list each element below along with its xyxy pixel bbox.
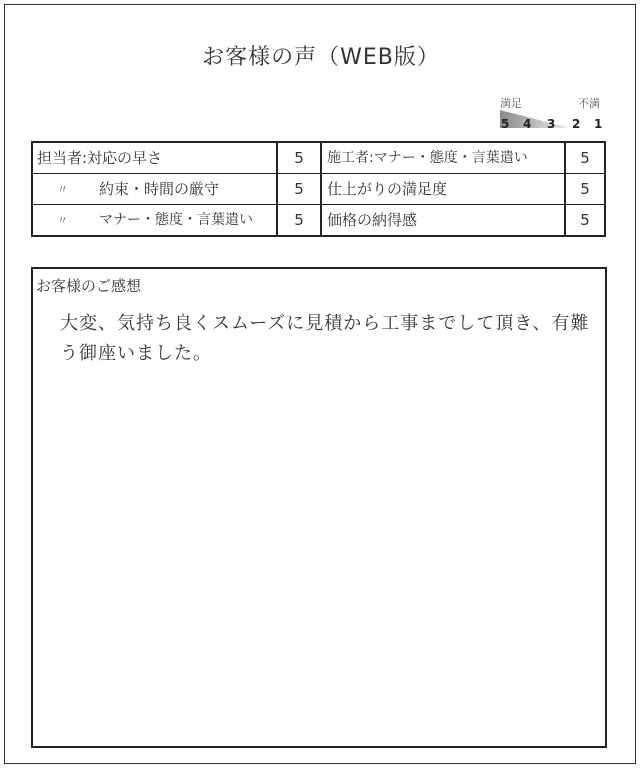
- comment-label: お客様のご感想: [36, 277, 142, 295]
- rating-score: 5: [580, 211, 590, 229]
- rating-score: 5: [294, 211, 304, 229]
- rating-score: 5: [294, 149, 304, 167]
- scale-number-3: 3: [547, 117, 556, 131]
- rating-label: 約束・時間の厳守: [99, 180, 220, 198]
- scale-satisfied-label: 満足: [500, 97, 522, 110]
- comment-box: [31, 267, 607, 748]
- scale-number-1: 1: [594, 117, 603, 131]
- scale-gradient-wedge: [500, 110, 570, 130]
- rating-label: マナー・態度・言葉遣い: [99, 212, 253, 228]
- rating-label: 価格の納得感: [327, 211, 418, 229]
- ditto-mark: 〃: [57, 183, 68, 196]
- rating-label: 施工者:マナー・態度・言葉遣い: [327, 150, 528, 166]
- rating-score: 5: [580, 149, 590, 167]
- ditto-mark: 〃: [57, 214, 68, 227]
- table-divider: [320, 143, 322, 235]
- rating-label: 仕上がりの満足度: [327, 180, 448, 198]
- scale-number-2: 2: [572, 117, 581, 131]
- ratings-table: [31, 141, 606, 237]
- rating-score: 5: [580, 180, 590, 198]
- scale-number-4: 4: [523, 117, 532, 131]
- scale-number-5: 5: [501, 117, 510, 131]
- comment-text: 大変、気持ち良くスムーズに見積から工事までして頂き、有難う御座いました。: [60, 313, 590, 364]
- rating-score: 5: [294, 180, 304, 198]
- scale-dissatisfied-label: 不満: [578, 97, 600, 110]
- rating-label: 担当者:対応の早さ: [37, 149, 163, 167]
- page-title: お客様の声（WEB版）: [202, 45, 440, 70]
